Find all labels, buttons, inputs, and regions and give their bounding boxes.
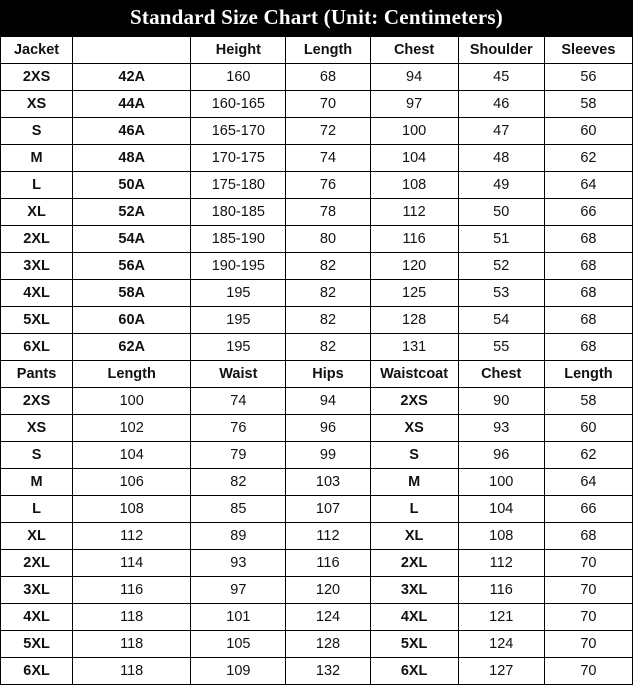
pants-waistcoat-cell: 100 — [73, 388, 191, 415]
jacket-cell: 112 — [370, 199, 458, 226]
pants-waistcoat-cell: 121 — [458, 604, 544, 631]
table-row — [1, 658, 633, 685]
pants-waistcoat-header-cell: Waist — [191, 361, 286, 388]
pants-waistcoat-cell: 62 — [544, 442, 632, 469]
table-row — [1, 253, 633, 280]
pants-waistcoat-size-cell: S — [1, 442, 73, 469]
jacket-code-cell: 48A — [73, 145, 191, 172]
jacket-cell: 48 — [458, 145, 544, 172]
pants-waistcoat-cell: 70 — [544, 658, 632, 685]
pants-waistcoat-size-cell: 5XL — [370, 631, 458, 658]
jacket-cell: 97 — [370, 91, 458, 118]
jacket-size-cell: 4XL — [1, 280, 73, 307]
pants-waistcoat-header-cell: Waistcoat — [370, 361, 458, 388]
pants-waistcoat-cell: 127 — [458, 658, 544, 685]
pants-waistcoat-cell: 97 — [191, 577, 286, 604]
jacket-cell: 104 — [370, 145, 458, 172]
table-row — [1, 550, 633, 577]
pants-waistcoat-header-cell: Length — [544, 361, 632, 388]
jacket-cell: 94 — [370, 64, 458, 91]
pants-waistcoat-cell: 124 — [286, 604, 370, 631]
table-row — [1, 118, 633, 145]
pants-waistcoat-cell: 85 — [191, 496, 286, 523]
jacket-cell: 195 — [191, 334, 286, 361]
pants-waistcoat-size-cell: XS — [370, 415, 458, 442]
jacket-header-cell: Chest — [370, 37, 458, 64]
jacket-code-cell: 56A — [73, 253, 191, 280]
jacket-size-cell: 2XS — [1, 64, 73, 91]
pants-waistcoat-size-cell: 6XL — [370, 658, 458, 685]
jacket-cell: 60 — [544, 118, 632, 145]
pants-waistcoat-cell: 100 — [458, 469, 544, 496]
jacket-cell: 72 — [286, 118, 370, 145]
jacket-cell: 120 — [370, 253, 458, 280]
jacket-cell: 116 — [370, 226, 458, 253]
pants-waistcoat-cell: 79 — [191, 442, 286, 469]
pants-waistcoat-size-cell: XS — [1, 415, 73, 442]
pants-waistcoat-cell: 90 — [458, 388, 544, 415]
jacket-cell: 53 — [458, 280, 544, 307]
jacket-cell: 56 — [544, 64, 632, 91]
pants-waistcoat-cell: 116 — [286, 550, 370, 577]
jacket-header-row — [1, 37, 633, 64]
pants-waistcoat-cell: 105 — [191, 631, 286, 658]
pants-waistcoat-header-cell: Hips — [286, 361, 370, 388]
pants-waistcoat-cell: 120 — [286, 577, 370, 604]
table-row — [1, 226, 633, 253]
jacket-cell: 195 — [191, 307, 286, 334]
jacket-cell: 68 — [544, 280, 632, 307]
page-title: Standard Size Chart (Unit: Centimeters) — [130, 4, 503, 29]
table-row — [1, 523, 633, 550]
pants-waistcoat-cell: 60 — [544, 415, 632, 442]
pants-waistcoat-cell: 116 — [73, 577, 191, 604]
jacket-size-cell: S — [1, 118, 73, 145]
pants-waistcoat-cell: 104 — [73, 442, 191, 469]
jacket-cell: 74 — [286, 145, 370, 172]
jacket-cell: 46 — [458, 91, 544, 118]
jacket-cell: 80 — [286, 226, 370, 253]
table-row — [1, 577, 633, 604]
pants-waistcoat-cell: 118 — [73, 604, 191, 631]
jacket-cell: 185-190 — [191, 226, 286, 253]
table-row — [1, 280, 633, 307]
pants-waistcoat-cell: 66 — [544, 496, 632, 523]
jacket-cell: 68 — [544, 253, 632, 280]
jacket-code-cell: 50A — [73, 172, 191, 199]
jacket-cell: 54 — [458, 307, 544, 334]
pants-waistcoat-cell: 102 — [73, 415, 191, 442]
pants-waistcoat-cell: 70 — [544, 550, 632, 577]
chart-title-bar — [0, 0, 633, 36]
table-row — [1, 604, 633, 631]
jacket-header-cell: Shoulder — [458, 37, 544, 64]
pants-waistcoat-cell: 112 — [286, 523, 370, 550]
pants-waistcoat-header-row — [1, 361, 633, 388]
pants-waistcoat-cell: 76 — [191, 415, 286, 442]
jacket-header-cell: Jacket — [1, 37, 73, 64]
table-row — [1, 145, 633, 172]
pants-waistcoat-size-cell: 6XL — [1, 658, 73, 685]
table-row — [1, 388, 633, 415]
jacket-cell: 68 — [544, 334, 632, 361]
pants-waistcoat-cell: 99 — [286, 442, 370, 469]
pants-waistcoat-cell: 70 — [544, 577, 632, 604]
jacket-cell: 82 — [286, 253, 370, 280]
jacket-cell: 160-165 — [191, 91, 286, 118]
jacket-code-cell: 46A — [73, 118, 191, 145]
pants-waistcoat-cell: 58 — [544, 388, 632, 415]
pants-waistcoat-cell: 64 — [544, 469, 632, 496]
table-row — [1, 172, 633, 199]
pants-waistcoat-cell: 82 — [191, 469, 286, 496]
jacket-cell: 82 — [286, 280, 370, 307]
jacket-cell: 52 — [458, 253, 544, 280]
jacket-cell: 47 — [458, 118, 544, 145]
table-row — [1, 199, 633, 226]
pants-waistcoat-cell: 93 — [458, 415, 544, 442]
jacket-cell: 170-175 — [191, 145, 286, 172]
jacket-header-cell — [73, 37, 191, 64]
pants-waistcoat-cell: 101 — [191, 604, 286, 631]
pants-waistcoat-size-cell: 3XL — [1, 577, 73, 604]
pants-waistcoat-cell: 114 — [73, 550, 191, 577]
jacket-cell: 51 — [458, 226, 544, 253]
table-row — [1, 415, 633, 442]
jacket-cell: 82 — [286, 334, 370, 361]
table-row — [1, 631, 633, 658]
jacket-cell: 45 — [458, 64, 544, 91]
jacket-cell: 68 — [544, 226, 632, 253]
pants-waistcoat-cell: 96 — [458, 442, 544, 469]
pants-waistcoat-cell: 70 — [544, 604, 632, 631]
jacket-code-cell: 44A — [73, 91, 191, 118]
jacket-code-cell: 60A — [73, 307, 191, 334]
pants-waistcoat-cell: 89 — [191, 523, 286, 550]
jacket-cell: 100 — [370, 118, 458, 145]
jacket-size-cell: M — [1, 145, 73, 172]
jacket-cell: 175-180 — [191, 172, 286, 199]
pants-waistcoat-size-cell: M — [370, 469, 458, 496]
jacket-cell: 78 — [286, 199, 370, 226]
jacket-cell: 49 — [458, 172, 544, 199]
pants-waistcoat-cell: 106 — [73, 469, 191, 496]
jacket-cell: 82 — [286, 307, 370, 334]
jacket-header-cell: Height — [191, 37, 286, 64]
jacket-cell: 62 — [544, 145, 632, 172]
jacket-size-cell: XS — [1, 91, 73, 118]
jacket-cell: 66 — [544, 199, 632, 226]
jacket-cell: 68 — [544, 307, 632, 334]
pants-waistcoat-size-cell: XL — [1, 523, 73, 550]
table-row — [1, 64, 633, 91]
pants-waistcoat-size-cell: L — [370, 496, 458, 523]
pants-waistcoat-cell: 118 — [73, 658, 191, 685]
pants-waistcoat-cell: 112 — [73, 523, 191, 550]
pants-waistcoat-size-cell: 2XL — [1, 550, 73, 577]
table-row — [1, 334, 633, 361]
pants-waistcoat-cell: 70 — [544, 631, 632, 658]
jacket-size-cell: 2XL — [1, 226, 73, 253]
pants-waistcoat-cell: 109 — [191, 658, 286, 685]
pants-waistcoat-size-cell: 5XL — [1, 631, 73, 658]
jacket-size-cell: 3XL — [1, 253, 73, 280]
jacket-size-cell: 6XL — [1, 334, 73, 361]
pants-waistcoat-cell: 103 — [286, 469, 370, 496]
jacket-size-cell: 5XL — [1, 307, 73, 334]
pants-waistcoat-size-cell: L — [1, 496, 73, 523]
jacket-cell: 190-195 — [191, 253, 286, 280]
pants-waistcoat-size-cell: S — [370, 442, 458, 469]
pants-waistcoat-cell: 132 — [286, 658, 370, 685]
size-chart-table — [0, 36, 633, 685]
table-row — [1, 469, 633, 496]
pants-waistcoat-cell: 118 — [73, 631, 191, 658]
pants-waistcoat-cell: 124 — [458, 631, 544, 658]
pants-waistcoat-header-cell: Length — [73, 361, 191, 388]
pants-waistcoat-size-cell: 2XS — [370, 388, 458, 415]
pants-waistcoat-cell: 107 — [286, 496, 370, 523]
jacket-cell: 70 — [286, 91, 370, 118]
jacket-cell: 165-170 — [191, 118, 286, 145]
pants-waistcoat-header-cell: Chest — [458, 361, 544, 388]
table-row — [1, 442, 633, 469]
table-row — [1, 91, 633, 118]
jacket-cell: 108 — [370, 172, 458, 199]
jacket-cell: 64 — [544, 172, 632, 199]
pants-waistcoat-cell: 94 — [286, 388, 370, 415]
jacket-header-cell: Sleeves — [544, 37, 632, 64]
pants-waistcoat-cell: 116 — [458, 577, 544, 604]
jacket-code-cell: 58A — [73, 280, 191, 307]
jacket-cell: 76 — [286, 172, 370, 199]
jacket-cell: 50 — [458, 199, 544, 226]
pants-waistcoat-cell: 74 — [191, 388, 286, 415]
jacket-code-cell: 54A — [73, 226, 191, 253]
pants-waistcoat-cell: 108 — [458, 523, 544, 550]
jacket-cell: 160 — [191, 64, 286, 91]
jacket-cell: 55 — [458, 334, 544, 361]
pants-waistcoat-size-cell: 4XL — [1, 604, 73, 631]
pants-waistcoat-header-cell: Pants — [1, 361, 73, 388]
jacket-header-cell: Length — [286, 37, 370, 64]
pants-waistcoat-cell: 112 — [458, 550, 544, 577]
pants-waistcoat-cell: 128 — [286, 631, 370, 658]
pants-waistcoat-size-cell: M — [1, 469, 73, 496]
jacket-cell: 131 — [370, 334, 458, 361]
pants-waistcoat-cell: 108 — [73, 496, 191, 523]
pants-waistcoat-size-cell: 2XL — [370, 550, 458, 577]
jacket-cell: 195 — [191, 280, 286, 307]
pants-waistcoat-cell: 68 — [544, 523, 632, 550]
jacket-cell: 128 — [370, 307, 458, 334]
jacket-code-cell: 52A — [73, 199, 191, 226]
pants-waistcoat-size-cell: 2XS — [1, 388, 73, 415]
pants-waistcoat-size-cell: 4XL — [370, 604, 458, 631]
jacket-size-cell: L — [1, 172, 73, 199]
table-row — [1, 307, 633, 334]
pants-waistcoat-cell: 93 — [191, 550, 286, 577]
table-row — [1, 496, 633, 523]
jacket-cell: 58 — [544, 91, 632, 118]
pants-waistcoat-cell: 96 — [286, 415, 370, 442]
jacket-size-cell: XL — [1, 199, 73, 226]
jacket-cell: 68 — [286, 64, 370, 91]
jacket-code-cell: 62A — [73, 334, 191, 361]
pants-waistcoat-size-cell: XL — [370, 523, 458, 550]
jacket-cell: 180-185 — [191, 199, 286, 226]
jacket-cell: 125 — [370, 280, 458, 307]
pants-waistcoat-cell: 104 — [458, 496, 544, 523]
pants-waistcoat-size-cell: 3XL — [370, 577, 458, 604]
jacket-code-cell: 42A — [73, 64, 191, 91]
